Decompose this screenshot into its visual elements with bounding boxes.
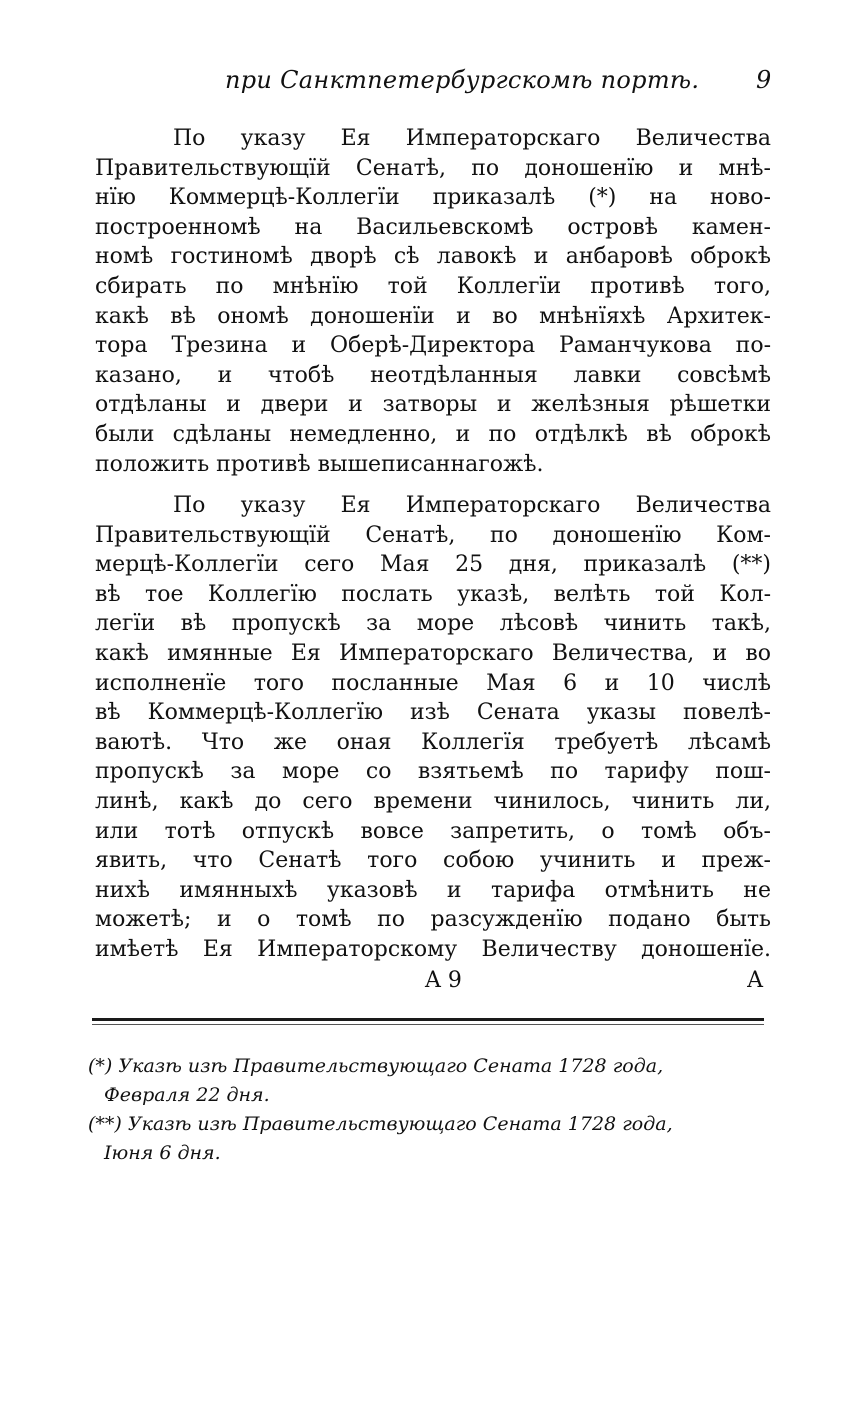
text-line: можетѣ; и о томѣ по разсужденїю подано быть: [95, 907, 771, 933]
footnote-2-line-1: (**) Указѣ изѣ Правительствующаго Сената 1728 года,: [88, 1113, 673, 1135]
text-line: явить, что Сенатѣ того собою учинить и преж-: [95, 848, 771, 874]
text-line: вѣ тое Коллегїю послать указѣ, велѣть той Кол-: [95, 581, 771, 607]
text-line: мерцѣ-Коллегїи сего Мая 25 дня, приказалѣ (**): [95, 552, 771, 578]
text-line: линѣ, какѣ до сего времени чинилось, чинить ли,: [95, 788, 771, 814]
text-line: исполненїе того посланные Мая 6 и 10 числѣ: [95, 670, 771, 696]
footnote-divider: [92, 1018, 764, 1021]
text-line: нїю Коммерцѣ-Коллегїи приказалѣ (*) на ново-: [95, 185, 771, 211]
footnote-1-line-1: (*) Указѣ изѣ Правительствующаго Сената 1728 года,: [88, 1055, 664, 1077]
text-line: номѣ гостиномѣ дворѣ сѣ лавокѣ и анбаровѣ оброкѣ: [95, 244, 771, 270]
running-title: при Санктпетербургскомѣ портѣ.: [225, 66, 700, 94]
text-line: Правительствующїй Сенатѣ, по доношенїю и мнѣ-: [95, 155, 771, 181]
text-line: ваютѣ. Что же оная Коллегїя требуетѣ лѣсамѣ: [95, 729, 771, 755]
text-line: или тотѣ отпускѣ вовсе запретить, о томѣ объ-: [95, 818, 771, 844]
text-line: имѣетѣ Ея Императорскому Величеству доношенїе.: [95, 936, 771, 962]
text-line: отдѣланы и двери и затворы и желѣзныя рѣшетки: [95, 392, 771, 418]
text-line: казано, и чтобѣ неотдѣланныя лавки совсѣмѣ: [95, 362, 771, 388]
signature-mark: A 9: [425, 968, 462, 993]
text-line: построенномѣ на Васильевскомѣ островѣ камен-: [95, 214, 771, 240]
page-number: 9: [756, 66, 772, 94]
catchword: A: [747, 968, 763, 993]
text-line: какѣ имянные Ея Императорскаго Величества, и во: [95, 640, 771, 666]
text-line: пропускѣ за море со взятьемѣ по тарифу пош-: [95, 759, 771, 785]
text-line: нихѣ имянныхѣ указовѣ и тарифа отмѣнить не: [95, 877, 771, 903]
footnote-divider-thin: [92, 1024, 764, 1025]
paragraph-1: [95, 124, 771, 479]
text-line: Правительствующїй Сенатѣ, по доношенїю Ком-: [95, 522, 771, 548]
text-line: положить противѣ вышеписаннагожѣ.: [95, 451, 544, 477]
text-line: какѣ вѣ ономѣ доношенїи и во мнѣнїяхѣ Архитек-: [95, 303, 771, 329]
footnotes: [88, 1052, 778, 1168]
text-line: По указу Ея Императорскаго Величества: [173, 493, 771, 518]
text-line: вѣ Коммерцѣ-Коллегїю изѣ Сената указы повелѣ-: [95, 700, 771, 726]
text-line: По указу Ея Императорскаго Величества: [173, 126, 771, 151]
text-line: тора Трезина и Оберѣ-Директора Раманчукова по-: [95, 333, 771, 359]
text-line: были сдѣланы немедленно, и по отдѣлкѣ вѣ оброкѣ: [95, 421, 771, 447]
text-line: сбирать по мнѣнїю той Коллегїи противѣ того,: [95, 273, 771, 299]
text-line: легїи вѣ пропускѣ за море лѣсовѣ чинить такѣ,: [95, 611, 771, 637]
footnote-2-line-2: Iюня 6 дня.: [104, 1142, 221, 1164]
paragraph-2: [95, 491, 771, 965]
footnote-1-line-2: Февраля 22 дня.: [104, 1084, 270, 1106]
